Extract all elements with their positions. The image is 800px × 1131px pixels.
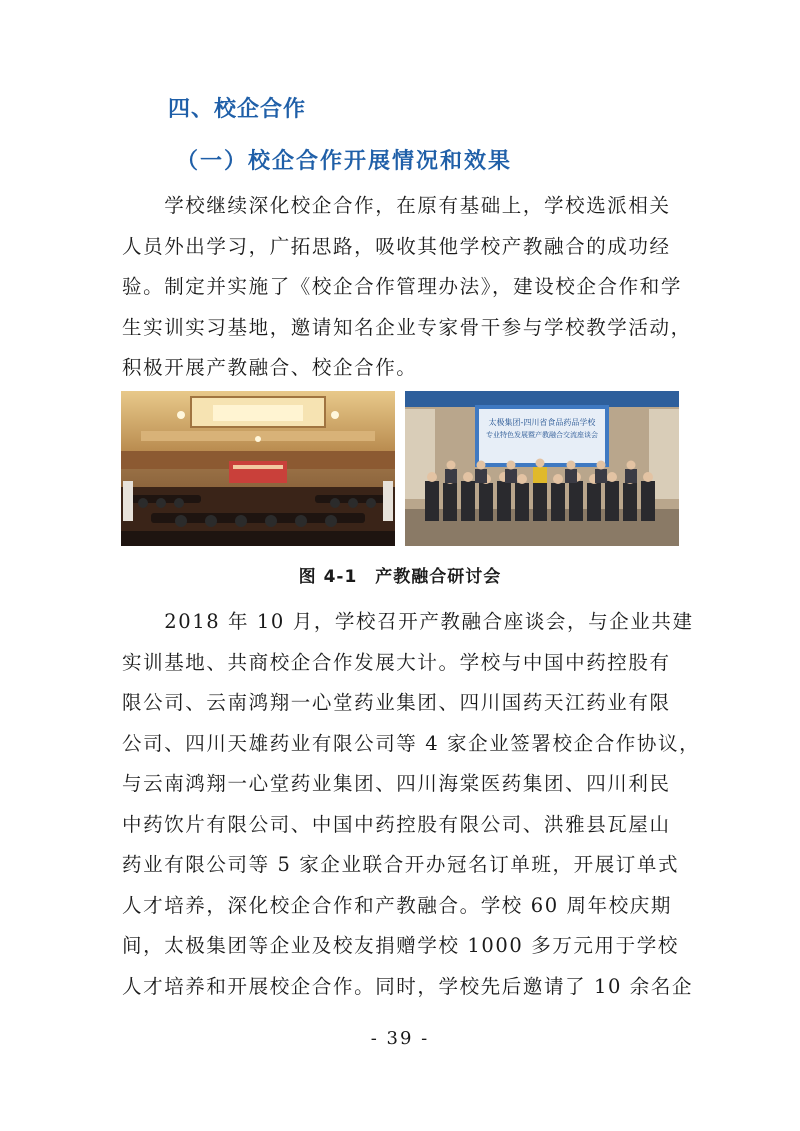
paragraph-line: 生实训实习基地，邀请知名企业专家骨干参与学校教学活动， bbox=[122, 315, 692, 339]
figure-caption: 图 4-1 产教融合研讨会 bbox=[298, 567, 502, 587]
paragraph-line: 药业有限公司等 5 家企业联合开办冠名订单班，开展订单式 bbox=[122, 853, 680, 876]
paragraph-line: 间，太极集团等企业及校友捐赠学校 1000 多万元用于学校 bbox=[122, 934, 679, 957]
subsection-heading: （一）校企合作开展情况和效果 bbox=[176, 149, 513, 174]
paragraph-line: 公司、四川天雄药业有限公司等 4 家企业签署校企合作协议， bbox=[122, 731, 701, 755]
page-number: - 39 - bbox=[370, 1028, 430, 1049]
banner-title: 太极集团-四川省食品药品学校 bbox=[488, 418, 596, 427]
paragraph-1 bbox=[122, 186, 692, 389]
conference-hall-photo bbox=[121, 391, 395, 546]
section-heading: 四、校企合作 bbox=[168, 97, 307, 122]
paragraph-line: 学校继续深化校企合作，在原有基础上，学校选派相关 bbox=[122, 194, 671, 217]
banner-subtitle: 专业特色发展暨产教融合交流座谈会 bbox=[486, 431, 598, 439]
paragraph-line: 与云南鸿翔一心堂药业集团、四川海棠医药集团、四川利民 bbox=[122, 772, 671, 795]
paragraph-line: 人才培养，深化校企合作和产教融合。学校 60 周年校庆期 bbox=[122, 893, 673, 917]
paragraph-line: 积极开展产教融合、校企合作。 bbox=[122, 356, 418, 379]
paragraph-line: 人才培养和开展校企合作。同时，学校先后邀请了 10 余名企 bbox=[122, 974, 694, 998]
paragraph-line: 验。制定并实施了《校企合作管理办法》，建设校企合作和学 bbox=[122, 275, 682, 298]
paragraph-line: 2018 年 10 月，学校召开产教融合座谈会，与企业共建 bbox=[122, 610, 694, 633]
group-photo bbox=[405, 391, 679, 546]
paragraph-line: 中药饮片有限公司、中国中药控股有限公司、洪雅县瓦屋山 bbox=[122, 812, 671, 836]
paragraph-line: 限公司、云南鸿翔一心堂药业集团、四川国药天江药业有限 bbox=[122, 691, 671, 714]
paragraph-line: 实训基地、共商校企合作发展大计。学校与中国中药控股有 bbox=[122, 650, 671, 674]
paragraph-2 bbox=[122, 602, 701, 1007]
paragraph-line: 人员外出学习，广拓思路，吸收其他学校产教融合的成功经 bbox=[122, 234, 671, 258]
